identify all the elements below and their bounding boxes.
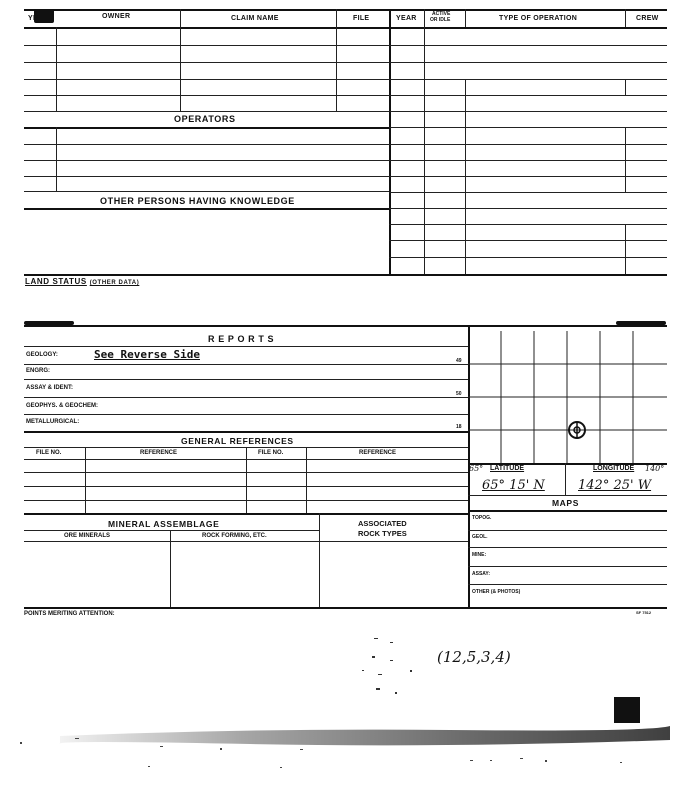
lat-prefix: 65° bbox=[469, 464, 484, 473]
latitude-value: 65° 15' N bbox=[482, 478, 545, 493]
report-metallurgical-label: METALLURGICAL: bbox=[26, 419, 80, 425]
maps-mine: MINE: bbox=[472, 552, 487, 558]
report-geology-value: See Reverse Side bbox=[94, 348, 200, 361]
header-claim-name: CLAIM NAME bbox=[231, 15, 279, 22]
location-target-icon bbox=[567, 420, 587, 440]
report-geophys-label: GEOPHYS. & GEOCHEM: bbox=[26, 403, 99, 409]
handwritten-note: (12,5,3,4) bbox=[437, 648, 511, 666]
scan-speckle bbox=[350, 630, 430, 700]
maps-assay: ASSAY: bbox=[472, 571, 491, 577]
report-metallurgical-num: 18 bbox=[456, 424, 462, 430]
maps-other: OTHER (& PHOTOS) bbox=[472, 589, 521, 595]
ref-header-reference-1: REFERENCE bbox=[140, 450, 178, 456]
other-persons-title: OTHER PERSONS HAVING KNOWLEDGE bbox=[100, 196, 295, 206]
report-assay-num: 50 bbox=[456, 391, 462, 397]
header-year: YE bbox=[28, 15, 38, 22]
land-status-text: LAND STATUS bbox=[25, 277, 87, 286]
mineral-assemblage-title: MINERAL ASSEMBLAGE bbox=[108, 519, 220, 529]
lon-suffix: 140° bbox=[645, 464, 665, 473]
ref-header-file-no-2: FILE NO. bbox=[258, 450, 284, 456]
land-status-label bbox=[25, 277, 139, 286]
operators-title: OPERATORS bbox=[174, 114, 236, 124]
points-meriting-attention-label: POINTS MERITING ATTENTION: bbox=[24, 611, 115, 617]
header-owner: OWNER bbox=[102, 13, 131, 20]
header-active: ACTIVE bbox=[432, 11, 451, 17]
latitude-label: LATITUDE bbox=[490, 465, 525, 472]
land-status-sublabel: (OTHER DATA) bbox=[89, 280, 140, 286]
location-grid bbox=[468, 331, 667, 463]
header-year-right: YEAR bbox=[396, 15, 417, 22]
maps-title: MAPS bbox=[552, 498, 579, 508]
report-assay-label: ASSAY & IDENT: bbox=[26, 385, 74, 391]
header-crew: CREW bbox=[636, 15, 659, 22]
reports-title: R E P O R T S bbox=[208, 334, 275, 344]
associated-rock-types-line1: ASSOCIATED bbox=[358, 519, 407, 528]
form-number: SF 7512 bbox=[636, 610, 652, 615]
report-geology-num: 49 bbox=[456, 358, 462, 364]
general-references-title: GENERAL REFERENCES bbox=[181, 436, 294, 446]
maps-topog: TOPOG. bbox=[472, 515, 492, 521]
associated-rock-types-line2: ROCK TYPES bbox=[358, 529, 407, 538]
maps-geol: GEOL. bbox=[472, 534, 488, 540]
longitude-value: 142° 25' W bbox=[578, 478, 652, 493]
ore-minerals-label: ORE MINERALS bbox=[64, 533, 111, 539]
ref-header-file-no-1: FILE NO. bbox=[36, 450, 62, 456]
header-type-of-operation: TYPE OF OPERATION bbox=[499, 15, 578, 22]
scan-noise-band bbox=[0, 718, 678, 768]
report-geology-label: GEOLOGY: bbox=[26, 352, 58, 358]
longitude-label: LONGITUDE bbox=[593, 465, 635, 472]
ref-header-reference-2: REFERENCE bbox=[359, 450, 397, 456]
rock-forming-label: ROCK FORMING, ETC. bbox=[202, 533, 267, 539]
header-file: FILE bbox=[353, 15, 370, 22]
header-or-idle: OR IDLE bbox=[430, 17, 451, 23]
report-engrg-label: ENGRG: bbox=[26, 368, 50, 374]
